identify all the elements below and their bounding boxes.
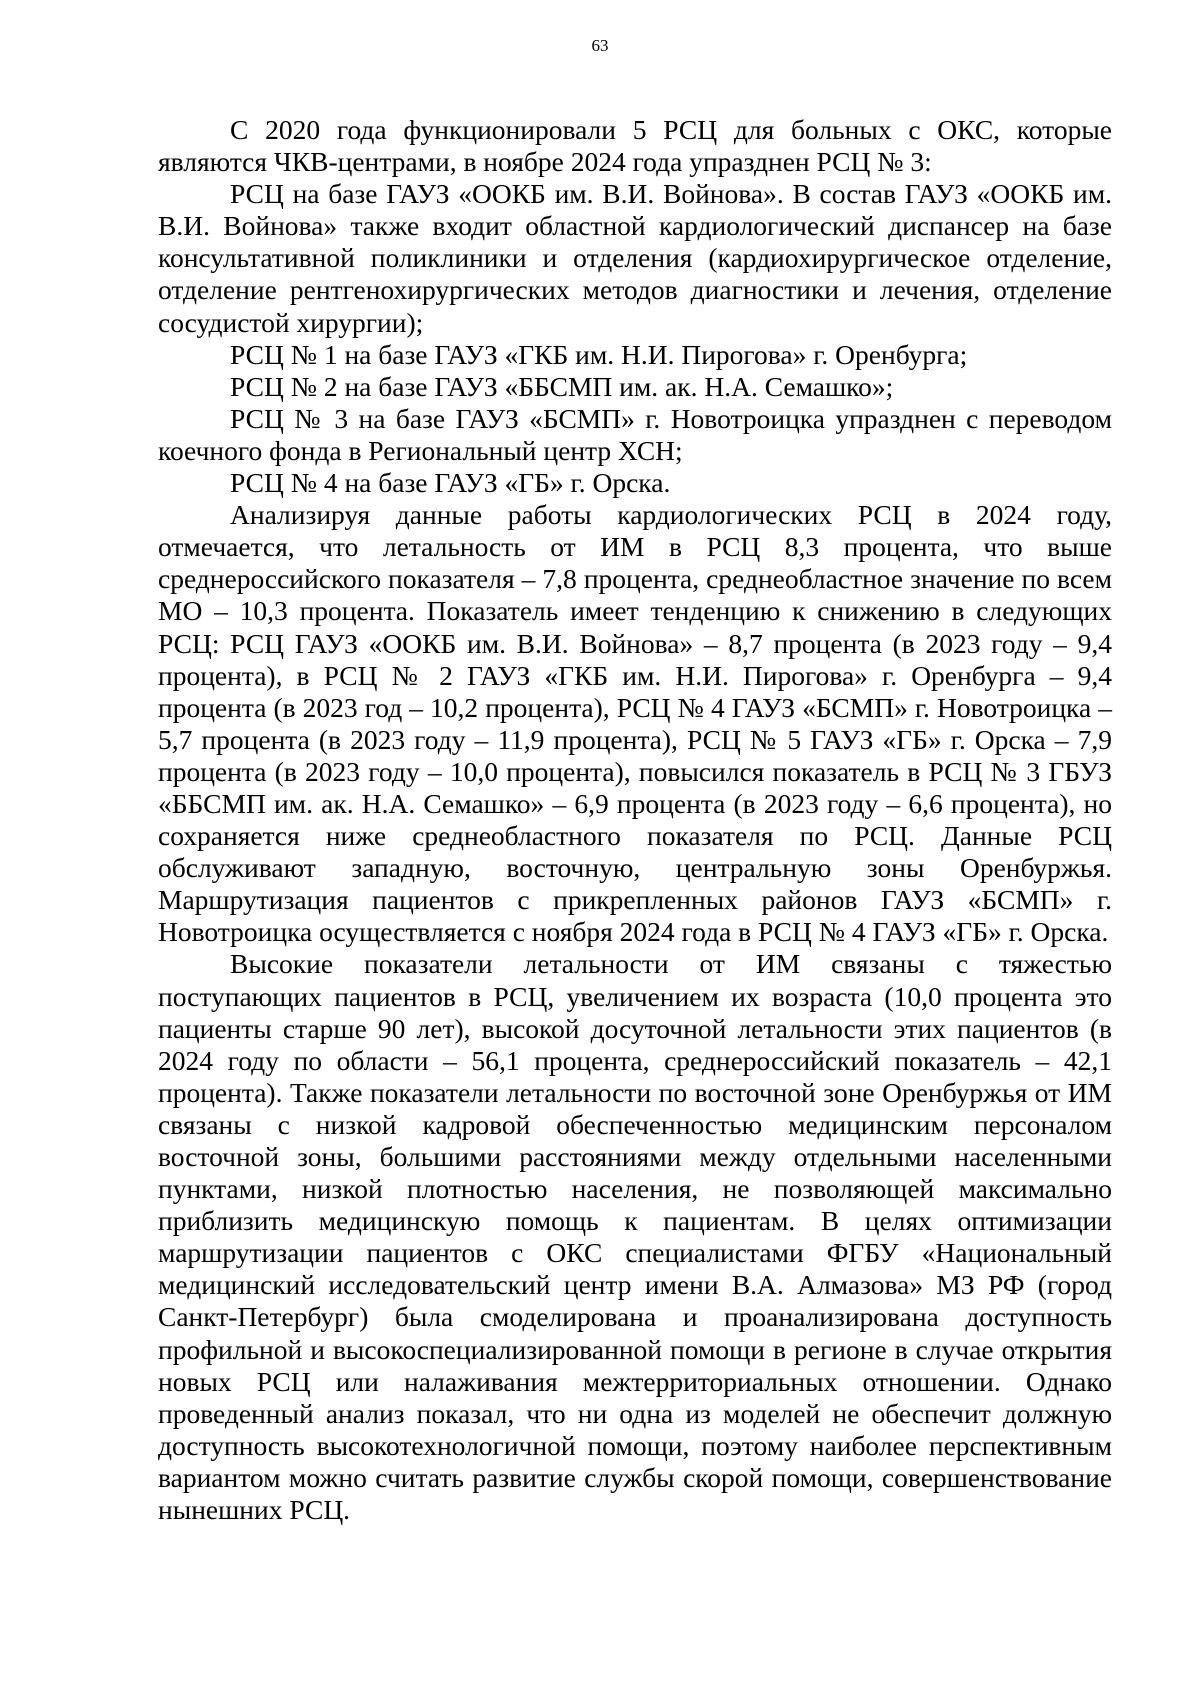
paragraph-analysis: Анализируя данные работы кардиологических РСЦ в 2024 году, отмечается, что летальность от ИМ в РСЦ 8,3 процента, что выше среднероссийского показателя – 7,8 процента, среднеобластное значение по всем МО – 10,3 процента. Показатель имеет тенденцию к снижению в следующих РСЦ: РСЦ ГАУЗ «ООКБ им. В.И. Войнова» – 8,7 процента (в 2023 году – 9,4 процента), в РСЦ № 2 ГАУЗ «ГКБ им. Н.И. Пирогова» г. Оренбурга – 9,4 процента (в 2023 год – 10,2 процента), РСЦ № 4 ГАУЗ «БСМП» г. Новотроицка – 5,7 процента (в 2023 году – 11,9 процента), РСЦ № 5 ГАУЗ «ГБ» г. Орска – 7,9 процента (в 2023 году – 10,0 процента), повысился показатель в РСЦ № 3 ГБУЗ «ББСМП им. ак. Н.А. Семашко» – 6,9 процента (в 2023 году – 6,6 процента), но сохраняется ниже среднеобластного показателя по РСЦ. Данные РСЦ обслуживают западную, восточную, центральную зоны Оренбуржья. Маршрутизация пациентов с прикрепленных районов ГАУЗ «БСМП» г. Новотроицка осуществляется с ноября 2024 года в РСЦ № 4 ГАУЗ «ГБ» г. Орска.: [158, 499, 1112, 948]
document-body: [158, 114, 1112, 1526]
paragraph-rsc-2: РСЦ № 2 на базе ГАУЗ «ББСМП им. ак. Н.А. Семашко»;: [230, 370, 894, 402]
page-number: 63: [591, 36, 609, 55]
paragraph-intro: С 2020 года функционировали 5 РСЦ для больных с ОКС, которые являются ЧКВ-центрами, в ноябре 2024 года упразднен РСЦ № 3:: [158, 114, 1112, 178]
paragraph-rsc-3: РСЦ № 3 на базе ГАУЗ «БСМП» г. Новотроицка упразднен с переводом коечного фонда в Региональный центр ХСН;: [158, 402, 1112, 466]
paragraph-rsc-4: РСЦ № 4 на базе ГАУЗ «ГБ» г. Орска.: [230, 467, 671, 499]
paragraph-rsc-1: РСЦ № 1 на базе ГАУЗ «ГКБ им. Н.И. Пирогова» г. Оренбурга;: [230, 338, 968, 370]
paragraph-mortality-factors: Высокие показатели летальности от ИМ связаны с тяжестью поступающих пациентов в РСЦ, увеличением их возраста (10,0 процента это пациенты старше 90 лет), высокой досуточной летальности этих пациентов (в 2024 году по области – 56,1 процента, среднероссийский показатель – 42,1 процента). Также показатели летальности по восточной зоне Оренбуржья от ИМ связаны с низкой кадровой обеспеченностью медицинским персоналом восточной зоны, большими расстояниями между отдельными населенными пунктами, низкой плотностью населения, не позволяющей максимально приблизить медицинскую помощь к пациентам. В целях оптимизации маршрутизации пациентов с ОКС специалистами ФГБУ «Национальный медицинский исследовательский центр имени В.А. Алмазова» МЗ РФ (город Санкт-Петербург) была смоделирована и проанализирована доступность профильной и высокоспециализированной помощи в регионе в случае открытия новых РСЦ или налаживания межтерриториальных отношении. Однако проведенный анализ показал, что ни одна из моделей не обеспечит должную доступность высокотехнологичной помощи, поэтому наиболее перспективным вариантом можно считать развитие службы скорой помощи, совершенствование нынешних РСЦ.: [158, 948, 1112, 1526]
paragraph-rsc-ookb: РСЦ на базе ГАУЗ «ООКБ им. В.И. Войнова». В состав ГАУЗ «ООКБ им. В.И. Войнова» также входит областной кардиологический диспансер на базе консультативной поликлиники и отделения (кардиохирургическое отделение, отделение рентгенохирургических методов диагностики и лечения, отделение сосудистой хирургии);: [158, 178, 1112, 338]
